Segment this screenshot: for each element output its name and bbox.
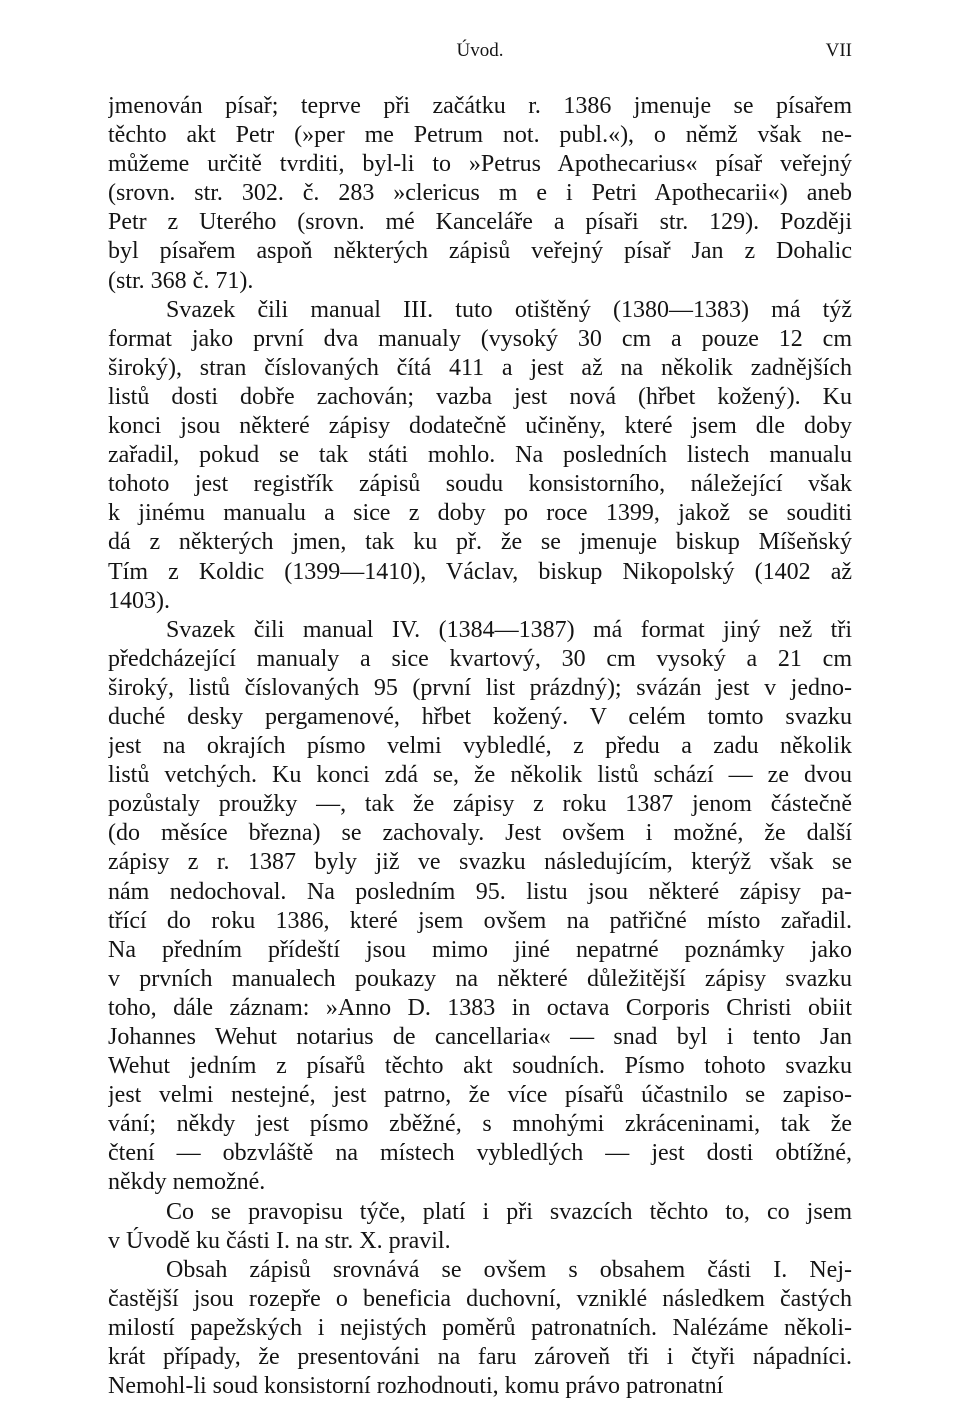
text-line: vání; někdy jest písmo zběžné, s mnohými zkráceninami, tak že <box>108 1111 852 1138</box>
text-line: Obsah zápisů srovnává se ovšem s obsahem části I. Nej- <box>166 1256 852 1283</box>
page-number: VII <box>825 40 852 61</box>
text-line: zařadil, pokud se tak státi mohlo. Na posledních listech manualu <box>108 442 852 469</box>
text-line: Wehut jedním z písařů těchto akt soudních. Písmo tohoto svazku <box>108 1053 852 1080</box>
text-line: Petr z Uterého (srovn. mé Kanceláře a písaři str. 129). Později <box>108 209 852 236</box>
text-line: (srovn. str. 302. č. 283 »clericus m e i Petri Apothecarii«) aneb <box>108 180 852 207</box>
text-line: Johannes Wehut notarius de cancellaria« — snad byl i tento Jan <box>108 1024 852 1050</box>
text-line: dá z některých jmen, tak ku př. že se jmenuje biskup Míšeňský <box>108 529 852 556</box>
body-text <box>108 92 852 1401</box>
text-line: toho, dále záznam: »Anno D. 1383 in octava Corporis Christi obiit <box>108 994 852 1021</box>
text-line: milostí papežských i nejistých poměrů patronatních. Nalézáme několi- <box>108 1314 852 1341</box>
text-line: můžeme určitě tvrditi, byl-li to »Petrus Apothecarius« písař veřejný <box>108 151 852 178</box>
text-line: Na předním přídeští jsou mimo jiné nepatrné poznámky jako <box>108 936 852 963</box>
text-line: někdy nemožné. <box>108 1169 266 1196</box>
text-line: krát případy, že presentováni na faru zároveň tři i čtyři nápadníci. <box>108 1344 852 1371</box>
text-line: jest na okrajích písmo velmi vybledlé, z předu a zadu několik <box>108 733 852 760</box>
paragraph <box>108 1256 852 1401</box>
text-line: nám nedochoval. Na posledním 95. listu jsou některé zápisy pa- <box>108 878 852 905</box>
paragraph <box>108 616 852 1198</box>
text-line: jmenován písař; teprve při začátku r. 1386 jmenuje se písařem <box>108 93 852 119</box>
text-line: častější jsou rozepře o beneficia duchovní, vzniklé následkem častých <box>108 1285 852 1312</box>
text-line: duché desky pergamenové, hřbet kožený. V celém tomto svazku <box>108 703 852 730</box>
text-line: (do měsíce března) se zachovaly. Jest ovšem i možné, že další <box>108 820 852 847</box>
text-line: byl písařem aspoň některých zápisů veřejný písař Jan z Dohalic <box>108 238 852 265</box>
text-line: format jako první dva manualy (vysoký 30 cm a pouze 12 cm <box>108 325 852 352</box>
paragraph <box>108 296 852 616</box>
text-line: předcházející manualy a sice kvartový, 30 cm vysoký a 21 cm <box>108 645 852 672</box>
text-line: tohoto jest registřík zápisů soudu konsistorního, náležející však <box>108 471 852 498</box>
paragraph <box>108 92 852 296</box>
running-head <box>108 40 852 70</box>
paragraph <box>108 1198 852 1256</box>
text-line: v prvních manualech poukazy na některé důležitější zápisy svazku <box>108 965 852 992</box>
text-line: zápisy z r. 1387 byly již ve svazku následujícím, kterýž však se <box>108 849 852 876</box>
text-line: jest velmi nestejné, jest patrno, že více písařů účastnilo se zapiso- <box>108 1082 852 1109</box>
text-line: Svazek čili manual IV. (1384—1387) má format jiný než tři <box>166 616 852 643</box>
text-line: 1403). <box>108 587 170 614</box>
text-line: Nemohl-li soud konsistorní rozhodnouti, komu právo patronatní <box>108 1373 724 1400</box>
text-line: třící do roku 1386, které jsem ovšem na patřičné místo zařadil. <box>108 907 852 934</box>
running-head-title: Úvod. <box>456 40 504 61</box>
text-line: konci jsou některé zápisy dodatečně učiněny, které jsem dle doby <box>108 413 852 440</box>
text-line: Tím z Koldic (1399—1410), Václav, biskup Nikopolský (1402 až <box>108 558 852 585</box>
text-line: široký), stran číslovaných čítá 411 a jest až na několik zadnějších <box>108 354 852 381</box>
text-line: pozůstaly proužky —, tak že zápisy z roku 1387 jenom částečně <box>108 791 852 818</box>
text-line: těchto akt Petr (»per me Petrum not. publ.«), o němž však ne- <box>108 122 852 149</box>
text-line: Co se pravopisu týče, platí i při svazcích těchto to, co jsem <box>166 1198 852 1225</box>
text-line: široký, listů číslovaných 95 (první list prázdný); svázán jest v jedno- <box>108 674 852 701</box>
text-line: (str. 368 č. 71). <box>108 267 254 294</box>
text-line: čtení — obzvláště na místech vybledlých — jest dosti obtížné, <box>108 1140 852 1167</box>
text-line: listů vetchých. Ku konci zdá se, že několik listů schází — ze dvou <box>108 762 852 789</box>
text-line: Svazek čili manual III. tuto otištěný (1380—1383) má týž <box>166 296 852 323</box>
text-line: k jinému manualu a sice z doby po roce 1399, jakož se souditi <box>108 500 852 527</box>
text-line: listů dosti dobře zachován; vazba jest nová (hřbet kožený). Ku <box>108 383 852 410</box>
text-line: v Úvodě ku části I. na str. X. pravil. <box>108 1227 451 1254</box>
